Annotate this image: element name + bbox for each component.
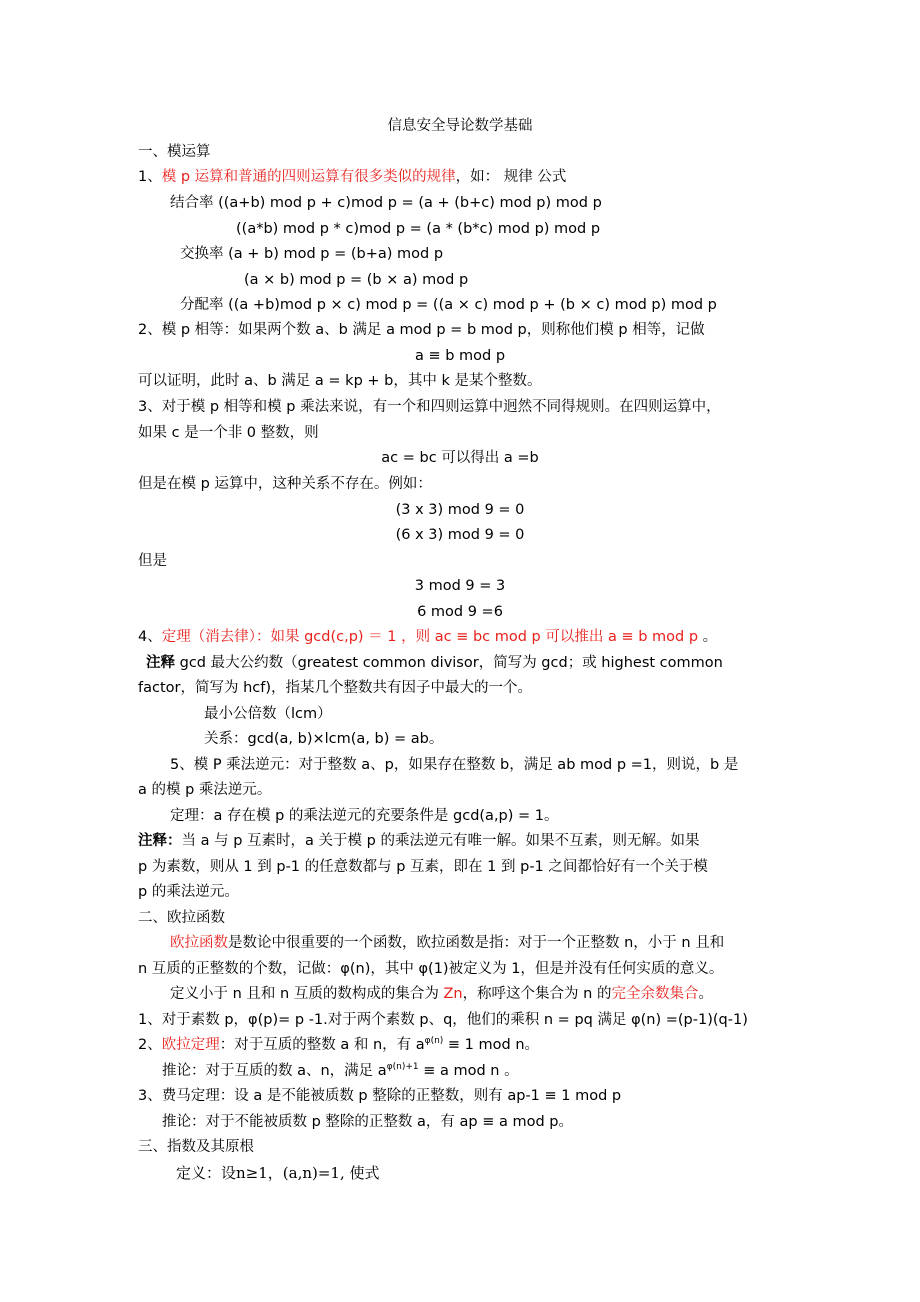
line-text: ：对于互质的整数 a 和 n，有 a	[219, 1037, 425, 1053]
line-21: factor，简写为 hcf)，指某几个整数共有因子中最大的一个。	[138, 680, 533, 696]
line-36	[162, 1061, 519, 1081]
line-24: 5、模 P 乘法逆元：对于整数 a、p，如果存在整数 b，满足 ab mod p =1，则说，b 是	[170, 757, 739, 773]
section-heading-2: 二、欧拉函数	[138, 910, 225, 926]
line-34: 1、对于素数 p，φ(p)= p -1.对于两个素数 p、q，他们的乘积 n = pq 满足 φ(n) =(p-1)(q-1)	[138, 1012, 748, 1028]
exponent: φ(n)+1	[386, 1062, 419, 1073]
line-22: 最小公倍数（lcm）	[204, 706, 332, 722]
line-text: 是数论中很重要的一个函数，欧拉函数是指：对于一个正整数 n，小于 n 且和	[228, 935, 725, 951]
line-10: 3、对于模 p 相等和模 p 乘法来说，有一个和四则运算中迥然不同得规则。在四则运算中，	[138, 399, 721, 415]
line-23: 关系：gcd(a, b)×lcm(a, b) = ab。	[204, 731, 444, 747]
line-26: 定理：a 存在模 p 的乘法逆元的充要条件是 gcd(a,p) = 1。	[170, 808, 559, 824]
formula-example-1: (3 x 3) mod 9 = 0	[395, 502, 525, 518]
line-31	[170, 933, 724, 953]
formula-example-2: (6 x 3) mod 9 = 0	[395, 527, 525, 543]
commutative-law-2: (a × b) mod p = (b × a) mod p	[244, 272, 469, 288]
line-9: 可以证明，此时 a、b 满足 a = kp + b，其中 k 是某个整数。	[138, 373, 542, 389]
line-text: 。	[698, 629, 718, 645]
line-25: a 的模 p 乘法逆元。	[138, 782, 272, 798]
line-38: 推论：对于不能被质数 p 整除的正整数 a，有 ap ≡ a mod p。	[162, 1114, 573, 1130]
note-label: 注释	[146, 655, 175, 671]
line-37: 3、费马定理：设 a 是不能被质数 p 整除的正整数，则有 ap-1 ≡ 1 mod p	[138, 1088, 622, 1104]
associative-law-2: ((a*b) mod p * c)mod p = (a * (b*c) mod p) mod p	[236, 221, 601, 237]
zn-term: Zn	[443, 986, 463, 1002]
line-text: 。	[698, 986, 713, 1002]
formula-example-4: 6 mod 9 =6	[417, 604, 503, 620]
distributive-law: 分配率 ((a +b)mod p × c) mod p = ((a × c) mod p + (b × c) mod p) mod p	[180, 297, 717, 313]
complete-residue-term: 完全余数集合	[611, 986, 699, 1002]
document-title: 信息安全导论数学基础	[387, 118, 533, 134]
exponent: φ(n)	[424, 1036, 444, 1047]
section-heading-3: 三、指数及其原根	[138, 1139, 254, 1155]
commutative-law-1: 交换率 (a + b) mod p = (b+a) mod p	[180, 246, 444, 262]
line-text: gcd 最大公约数（greatest common divisor，简写为 gcd；或 highest common	[175, 655, 723, 671]
item-number: 4、	[138, 629, 162, 645]
line-20	[146, 653, 723, 673]
line-13: 但是在模 p 运算中，这种关系不存在。例如：	[138, 476, 432, 492]
item-number: 2、	[138, 1037, 162, 1053]
line-text: 推论：对于互质的数 a、n，满足 a	[162, 1063, 387, 1079]
euler-theorem-term: 欧拉定理	[161, 1037, 220, 1053]
highlighted-text: 模 p 运算和普通的四则运算有很多类似的规律	[161, 169, 456, 185]
section-heading-1: 一、模运算	[138, 144, 211, 160]
line-text: ，称呼这个集合为 n 的	[462, 986, 612, 1002]
line-16: 但是	[138, 553, 167, 569]
cancellation-theorem: 定理（消去律）：如果 gcd(c,p) ＝ 1 ，则 ac ≡ bc mod p 可以推出 a ≡ b mod p	[161, 629, 699, 645]
line-text: 定义小于 n 且和 n 互质的数构成的集合为	[170, 986, 444, 1002]
euler-function-term: 欧拉函数	[170, 935, 228, 951]
line-7: 2、模 p 相等：如果两个数 a、b 满足 a mod p = b mod p，则称他们模 p 相等，记做	[138, 322, 705, 338]
line-27	[138, 831, 699, 851]
formula-ac-bc: ac = bc 可以得出 a =b	[381, 450, 539, 466]
line-29: p 的乘法逆元。	[138, 884, 239, 900]
associative-law-1: 结合率 ((a+b) mod p + c)mod p = (a + (b+c) mod p) mod p	[170, 195, 602, 211]
line-text: ，如： 规律 公式	[455, 169, 567, 185]
line-33	[170, 984, 713, 1004]
line-32: n 互质的正整数的个数，记做：φ(n)，其中 φ(1)被定义为 1，但是并没有任何实质的意义。	[138, 961, 724, 977]
formula-example-3: 3 mod 9 = 3	[414, 578, 506, 594]
formula-congruence: a ≡ b mod p	[414, 348, 506, 364]
line-35	[138, 1035, 539, 1055]
note-label: 注释：	[138, 833, 182, 849]
line-text: 当 a 与 p 互素时，a 关于模 p 的乘法逆元有唯一解。如果不互素，则无解。如果	[181, 833, 700, 849]
line-1	[138, 167, 566, 187]
line-11: 如果 c 是一个非 0 整数，则	[138, 425, 319, 441]
line-text: ≡ 1 mod n。	[443, 1037, 540, 1053]
line-40: 定义：设n≥1，(a,n)=1, 使式	[176, 1164, 380, 1182]
line-19	[138, 627, 717, 647]
line-text: ≡ a mod n 。	[418, 1063, 519, 1079]
line-28: p 为素数，则从 1 到 p-1 的任意数都与 p 互素，即在 1 到 p-1 之间都恰好有一个关于模	[138, 859, 708, 875]
item-number: 1、	[138, 169, 162, 185]
